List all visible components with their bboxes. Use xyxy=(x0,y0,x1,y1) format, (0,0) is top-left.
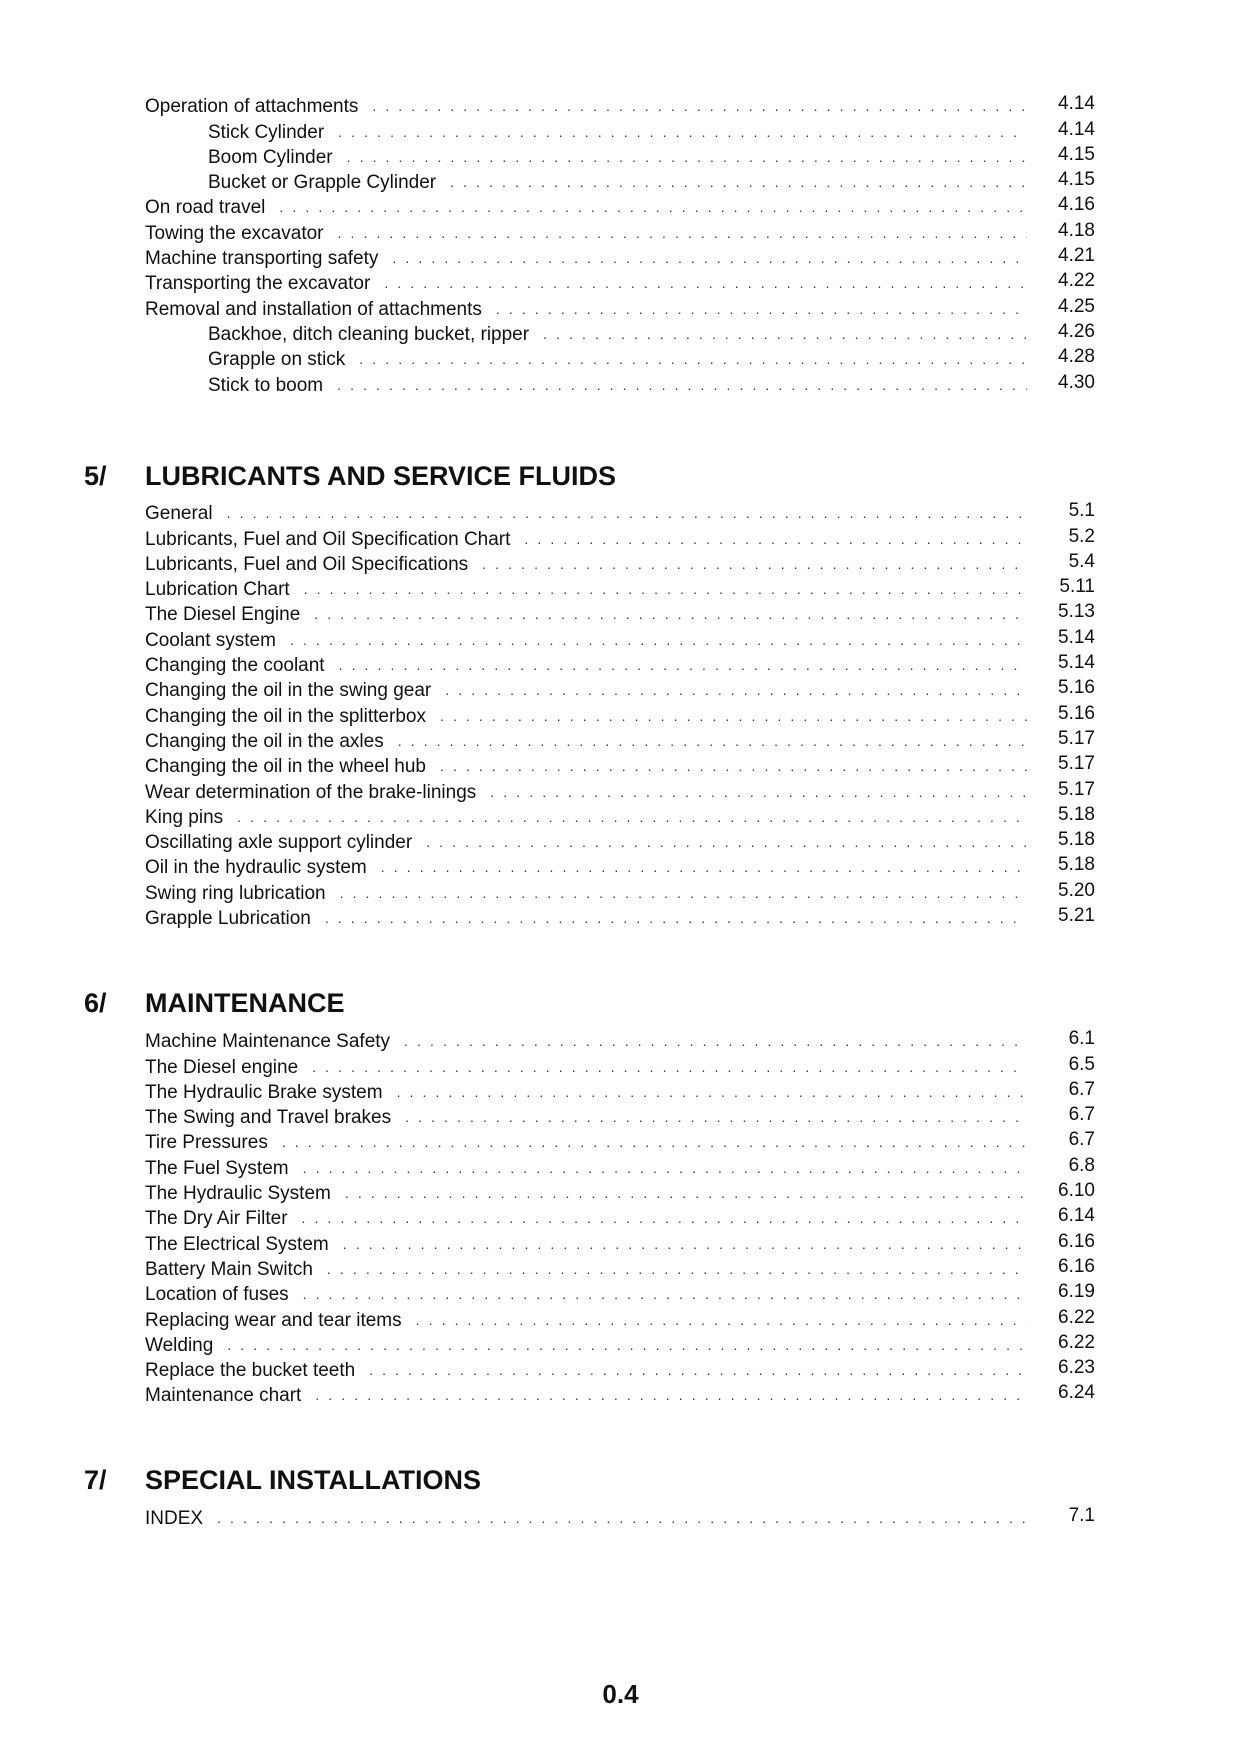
toc-entry xyxy=(145,677,1095,702)
toc-entry-page: 5.14 xyxy=(1058,626,1095,648)
leader-dots xyxy=(496,300,1027,318)
toc-entry xyxy=(145,295,1095,320)
toc-entry-label: General xyxy=(145,503,213,525)
section-heading xyxy=(84,460,1084,492)
leader-dots xyxy=(303,1285,1027,1303)
leader-dots xyxy=(398,732,1027,750)
toc-entry-label: Machine Maintenance Safety xyxy=(145,1031,391,1053)
toc-entry xyxy=(145,371,1095,396)
toc-entry-page: 5.16 xyxy=(1058,677,1095,699)
toc-entry-label: The Diesel engine xyxy=(145,1056,299,1078)
toc-entry-label: Boom Cylinder xyxy=(208,146,333,168)
leader-dots xyxy=(404,1032,1027,1050)
leader-dots xyxy=(290,631,1027,649)
toc-entry-page: 4.30 xyxy=(1058,371,1095,393)
leader-dots xyxy=(303,1159,1027,1177)
leader-dots xyxy=(445,681,1027,699)
toc-entry-label: Removal and installation of attachments xyxy=(145,298,482,320)
toc-block-section-6 xyxy=(145,1028,1095,1407)
toc-entry-page: 5.16 xyxy=(1058,702,1095,724)
toc-entry-label: The Electrical System xyxy=(145,1233,329,1255)
toc-entry-page: 5.17 xyxy=(1058,753,1095,775)
toc-entry xyxy=(145,1104,1095,1129)
leader-dots xyxy=(227,1336,1027,1354)
section-number: 5/ xyxy=(84,461,107,491)
toc-entry-page: 6.14 xyxy=(1058,1205,1095,1227)
toc-entry-label: Stick Cylinder xyxy=(208,121,325,143)
leader-dots xyxy=(227,504,1027,522)
toc-entry-page: 5.20 xyxy=(1058,879,1095,901)
toc-block-chapter-4-continued xyxy=(145,93,1095,397)
leader-dots xyxy=(217,1509,1027,1527)
leader-dots xyxy=(482,555,1027,573)
toc-entry-label: INDEX xyxy=(145,1508,204,1530)
toc-entry-page: 5.4 xyxy=(1068,550,1095,572)
toc-entry-page: 5.18 xyxy=(1058,854,1095,876)
toc-entry xyxy=(145,270,1095,295)
toc-entry-page: 5.18 xyxy=(1058,829,1095,851)
toc-entry-page: 5.13 xyxy=(1058,601,1095,623)
toc-entry-label: The Swing and Travel brakes xyxy=(145,1107,392,1129)
toc-entry xyxy=(145,1180,1095,1205)
leader-dots xyxy=(337,376,1027,394)
leader-dots xyxy=(327,1260,1027,1278)
toc-entry-label: Oscillating axle support cylinder xyxy=(145,832,413,854)
toc-entry-label: Grapple on stick xyxy=(208,349,346,371)
leader-dots xyxy=(339,656,1027,674)
toc-entry xyxy=(145,1256,1095,1281)
toc-entry xyxy=(145,1357,1095,1382)
leader-dots xyxy=(397,1083,1027,1101)
toc-entry-label: The Diesel Engine xyxy=(145,604,301,626)
toc-entry-label: Changing the oil in the wheel hub xyxy=(145,756,426,778)
leader-dots xyxy=(524,530,1027,548)
toc-entry-label: Oil in the hydraulic system xyxy=(145,857,367,879)
toc-entry xyxy=(145,551,1095,576)
toc-entry-label: The Dry Air Filter xyxy=(145,1208,288,1230)
toc-entry-label: Welding xyxy=(145,1334,214,1356)
toc-entry-page: 6.22 xyxy=(1058,1331,1095,1353)
toc-entry xyxy=(145,804,1095,829)
toc-entry-page: 4.15 xyxy=(1058,143,1095,165)
toc-entry xyxy=(145,1129,1095,1154)
leader-dots xyxy=(312,1058,1027,1076)
toc-entry-page: 4.14 xyxy=(1058,118,1095,140)
leader-dots xyxy=(384,274,1027,292)
section-number: 6/ xyxy=(84,988,107,1018)
page-number: 0.4 xyxy=(602,1679,639,1709)
leader-dots xyxy=(282,1133,1027,1151)
toc-entry-label: Stick to boom xyxy=(208,374,324,396)
toc-entry xyxy=(145,194,1095,219)
toc-entry-page: 6.1 xyxy=(1068,1028,1095,1050)
toc-entry xyxy=(145,1205,1095,1230)
toc-entry xyxy=(145,1281,1095,1306)
leader-dots xyxy=(392,249,1027,267)
toc-entry-page: 6.22 xyxy=(1058,1306,1095,1328)
toc-entry-page: 6.24 xyxy=(1058,1382,1095,1404)
toc-entry-label: Wear determination of the brake-linings xyxy=(145,781,477,803)
toc-entry xyxy=(145,753,1095,778)
toc-entry-page: 6.7 xyxy=(1068,1078,1095,1100)
leader-dots xyxy=(369,1361,1027,1379)
section-heading xyxy=(84,1464,1084,1496)
toc-entry-page: 6.19 xyxy=(1058,1281,1095,1303)
section-heading xyxy=(84,987,1084,1019)
toc-entry-page: 6.10 xyxy=(1058,1180,1095,1202)
toc-entry xyxy=(145,1332,1095,1357)
toc-entry-label: Transporting the excavator xyxy=(145,273,371,295)
toc-entry-page: 4.15 xyxy=(1058,169,1095,191)
toc-entry-page: 6.16 xyxy=(1058,1255,1095,1277)
toc-entry-label: Towing the excavator xyxy=(145,222,324,244)
section-number: 7/ xyxy=(84,1465,107,1495)
toc-entry-page: 5.17 xyxy=(1058,778,1095,800)
toc-entry-page: 7.1 xyxy=(1068,1505,1095,1527)
toc-entry-label: Changing the oil in the swing gear xyxy=(145,680,432,702)
toc-entry xyxy=(145,1079,1095,1104)
toc-entry-page: 4.16 xyxy=(1058,194,1095,216)
toc-block-section-5 xyxy=(145,500,1095,930)
leader-dots xyxy=(340,884,1027,902)
toc-entry xyxy=(145,118,1095,143)
toc-entry-page: 5.14 xyxy=(1058,652,1095,674)
toc-entry-label: Swing ring lubrication xyxy=(145,882,326,904)
toc-entry-page: 6.8 xyxy=(1068,1154,1095,1176)
toc-entry xyxy=(145,829,1095,854)
leader-dots xyxy=(405,1108,1027,1126)
toc-entry-label: Backhoe, ditch cleaning bucket, ripper xyxy=(208,323,530,345)
toc-entry xyxy=(145,346,1095,371)
leader-dots xyxy=(450,173,1027,191)
toc-entry-page: 6.16 xyxy=(1058,1230,1095,1252)
leader-dots xyxy=(315,1386,1027,1404)
leader-dots xyxy=(372,97,1027,115)
toc-entry xyxy=(145,93,1095,118)
toc-entry xyxy=(145,1154,1095,1179)
toc-entry-page: 5.1 xyxy=(1068,500,1095,522)
toc-entry-label: Changing the oil in the axles xyxy=(145,730,384,752)
leader-dots xyxy=(440,757,1027,775)
toc-entry-label: Lubricants, Fuel and Oil Specification Chart xyxy=(145,528,511,550)
toc-entry-page: 5.18 xyxy=(1058,803,1095,825)
toc-entry xyxy=(145,219,1095,244)
toc-entry-label: Maintenance chart xyxy=(145,1385,302,1407)
toc-entry-page: 4.26 xyxy=(1058,320,1095,342)
toc-entry xyxy=(145,1382,1095,1407)
toc-entry-page: 5.21 xyxy=(1058,905,1095,927)
toc-entry-page: 4.28 xyxy=(1058,346,1095,368)
leader-dots xyxy=(490,783,1027,801)
leader-dots xyxy=(338,224,1028,242)
leader-dots xyxy=(338,123,1027,141)
leader-dots xyxy=(343,1235,1027,1253)
leader-dots xyxy=(440,707,1027,725)
leader-dots xyxy=(279,198,1027,216)
toc-entry xyxy=(145,1028,1095,1053)
toc-entry xyxy=(145,1230,1095,1255)
toc-entry-page: 6.5 xyxy=(1068,1053,1095,1075)
toc-entry-page: 4.18 xyxy=(1058,219,1095,241)
toc-entry-label: Replace the bucket teeth xyxy=(145,1360,356,1382)
toc-entry xyxy=(145,728,1095,753)
toc-entry-page: 5.2 xyxy=(1068,525,1095,547)
toc-entry-label: Replacing wear and tear items xyxy=(145,1309,402,1331)
leader-dots xyxy=(347,148,1027,166)
toc-entry xyxy=(145,525,1095,550)
toc-entry-page: 4.14 xyxy=(1058,93,1095,115)
toc-entry-label: King pins xyxy=(145,806,224,828)
leader-dots xyxy=(325,909,1027,927)
toc-entry xyxy=(145,702,1095,727)
leader-dots xyxy=(302,1209,1027,1227)
toc-entry-label: Bucket or Grapple Cylinder xyxy=(208,172,437,194)
leader-dots xyxy=(543,325,1027,343)
toc-entry xyxy=(145,500,1095,525)
leader-dots xyxy=(426,833,1027,851)
toc-entry-label: The Hydraulic System xyxy=(145,1183,331,1205)
leader-dots xyxy=(304,580,1027,598)
toc-entry xyxy=(145,626,1095,651)
toc-entry xyxy=(145,778,1095,803)
toc-entry xyxy=(145,601,1095,626)
toc-entry-page: 5.11 xyxy=(1059,576,1095,598)
toc-entry-label: Operation of attachments xyxy=(145,96,359,118)
leader-dots xyxy=(381,858,1027,876)
toc-entry-page: 6.7 xyxy=(1068,1129,1095,1151)
section-title: SPECIAL INSTALLATIONS xyxy=(145,1465,482,1495)
leader-dots xyxy=(359,350,1027,368)
toc-entry xyxy=(145,905,1095,930)
toc-entry xyxy=(145,169,1095,194)
toc-entry-label: The Fuel System xyxy=(145,1157,289,1179)
toc-entry xyxy=(145,144,1095,169)
toc-entry xyxy=(145,854,1095,879)
toc-entry-label: Tire Pressures xyxy=(145,1132,268,1154)
leader-dots xyxy=(314,605,1027,623)
toc-entry-label: Coolant system xyxy=(145,629,276,651)
toc-entry-label: Location of fuses xyxy=(145,1284,289,1306)
toc-entry-page: 6.23 xyxy=(1058,1357,1095,1379)
toc-entry-page: 4.22 xyxy=(1058,270,1095,292)
toc-entry-label: Lubricants, Fuel and Oil Specifications xyxy=(145,553,469,575)
toc-entry-page: 6.7 xyxy=(1068,1104,1095,1126)
toc-entry xyxy=(145,321,1095,346)
toc-entry xyxy=(145,1505,1095,1530)
leader-dots xyxy=(237,808,1027,826)
toc-entry xyxy=(145,879,1095,904)
toc-entry xyxy=(145,1306,1095,1331)
toc-entry-page: 5.17 xyxy=(1058,727,1095,749)
toc-entry xyxy=(145,1053,1095,1078)
toc-entry-label: The Hydraulic Brake system xyxy=(145,1081,383,1103)
toc-entry-label: Machine transporting safety xyxy=(145,248,379,270)
leader-dots xyxy=(416,1311,1027,1329)
toc-entry-label: Changing the coolant xyxy=(145,655,325,677)
section-title: MAINTENANCE xyxy=(145,988,345,1018)
section-title: LUBRICANTS AND SERVICE FLUIDS xyxy=(145,461,617,491)
toc-entry xyxy=(145,245,1095,270)
toc-entry xyxy=(145,652,1095,677)
toc-entry-label: Battery Main Switch xyxy=(145,1258,313,1280)
toc-entry-label: Lubrication Chart xyxy=(145,579,290,601)
toc-block-section-7 xyxy=(145,1505,1095,1530)
toc-entry-label: Changing the oil in the splitterbox xyxy=(145,705,426,727)
toc-entry-page: 4.25 xyxy=(1058,295,1095,317)
toc-entry-label: On road travel xyxy=(145,197,266,219)
toc-entry xyxy=(145,576,1095,601)
toc-entry-page: 4.21 xyxy=(1058,245,1095,267)
leader-dots xyxy=(345,1184,1027,1202)
toc-entry-label: Grapple Lubrication xyxy=(145,908,311,930)
